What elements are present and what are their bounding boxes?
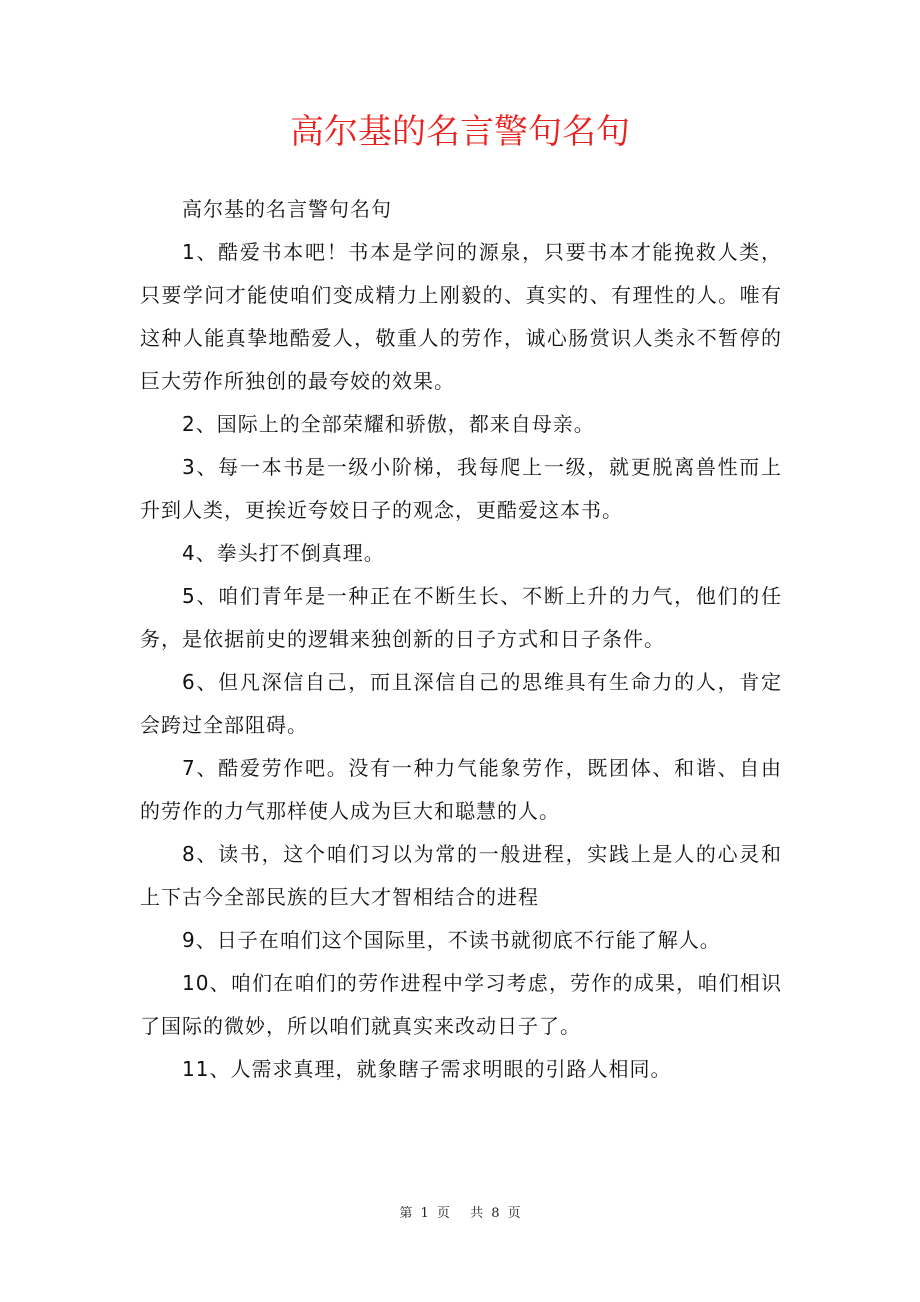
paragraph-heading: 高尔基的名言警句名句 — [182, 197, 392, 221]
quote-paragraph: 4、拳头打不倒真理。 — [182, 541, 385, 565]
quote-paragraph: 1、酷爱书本吧！书本是学问的源泉，只要书本才能挽救人类，只要学问才能使咱们变成精力上刚毅的、真实的、有理性的人。唯有这种人能真挚地酷爱人，敬重人的劳作，诚心肠赏识人类永不暂停的巨大劳作所独创的最夸姣的效果。 — [140, 240, 782, 393]
quote-paragraph: 7、酷爱劳作吧。没有一种力气能象劳作，既团体、和谐、自由的劳作的力气那样使人成为巨大和聪慧的人。 — [140, 756, 782, 823]
page-total: 共 8 页 — [470, 1206, 521, 1221]
quote-paragraph: 9、日子在咱们这个国际里，不读书就彻底不行能了解人。 — [182, 928, 721, 952]
quote-paragraph: 8、读书，这个咱们习以为常的一般进程，实践上是人的心灵和上下古今全部民族的巨大才智相结合的进程 — [140, 842, 782, 909]
document-body — [140, 188, 782, 1091]
page-number: 第 1 页 — [399, 1206, 450, 1221]
quote-paragraph: 2、国际上的全部荣耀和骄傲，都来自母亲。 — [182, 412, 595, 436]
document-title: 高尔基的名言警句名句 — [290, 112, 630, 152]
quote-paragraph: 6、但凡深信自己，而且深信自己的思维具有生命力的人，肯定会跨过全部阻碍。 — [140, 670, 782, 737]
quote-paragraph: 10、咱们在咱们的劳作进程中学习考虑，劳作的成果，咱们相识了国际的微妙，所以咱们就真实来改动日子了。 — [140, 971, 782, 1038]
quote-paragraph: 3、每一本书是一级小阶梯，我每爬上一级，就更脱离兽性而上升到人类，更挨近夸姣日子的观念，更酷爱这本书。 — [140, 455, 782, 522]
quote-paragraph: 11、人需求真理，就象瞎子需求明眼的引路人相同。 — [182, 1057, 672, 1081]
quote-paragraph: 5、咱们青年是一种正在不断生长、不断上升的力气，他们的任务，是依据前史的逻辑来独创新的日子方式和日子条件。 — [140, 584, 782, 651]
page-footer — [0, 1204, 920, 1224]
